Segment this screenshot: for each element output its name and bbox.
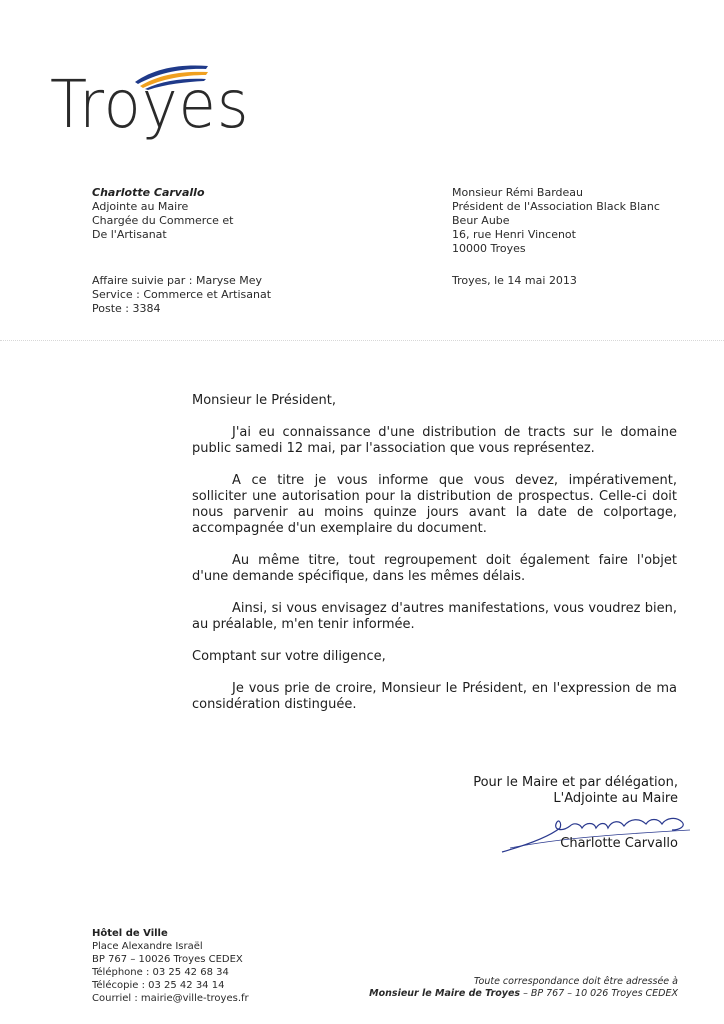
footer-notice-rest: – BP 767 – 10 026 Troyes CEDEX [520, 988, 678, 999]
footer-notice-line: Toute correspondance doit être adressée à [473, 976, 678, 987]
recipient-block [452, 186, 660, 256]
recipient-line: Président de l'Association Black Blanc [452, 200, 660, 213]
recipient-line: Beur Aube [452, 214, 510, 227]
signer-name: Charlotte Carvallo [560, 836, 678, 851]
footer-notice-address [360, 988, 678, 1000]
footer-line: Place Alexandre Israël [92, 941, 203, 952]
recipient-line: Monsieur Rémi Bardeau [452, 186, 584, 199]
footer-line: Télécopie : 03 25 42 34 14 [92, 980, 225, 991]
footer-title: Hôtel de Ville [92, 928, 168, 939]
paragraph: J'ai eu connaissance d'une distribution de tracts sur le domaine public samedi 12 mai, par l'association que vous représentez. [192, 425, 677, 456]
follow-up-block [92, 274, 271, 316]
recipient-line: 16, rue Henri Vincenot [452, 228, 576, 241]
paragraph: Comptant sur votre diligence, [192, 649, 386, 664]
letter-date: Troyes, le 14 mai 2013 [452, 274, 577, 287]
footer-line: Courriel : mairie@ville-troyes.fr [92, 993, 249, 1004]
follow-up-line: Affaire suivie par : Maryse Mey [92, 274, 263, 287]
signature-line: L'Adjointe au Maire [553, 791, 678, 806]
paragraph: Je vous prie de croire, Monsieur le Président, en l'expression de ma considération distinguée. [192, 681, 677, 712]
sender-block [92, 186, 233, 242]
sender-title: Chargée du Commerce et [92, 214, 234, 227]
paragraph: Au même titre, tout regroupement doit également faire l'objet d'une demande spécifique, dans les mêmes délais. [192, 553, 677, 584]
footer-line: Téléphone : 03 25 42 68 34 [92, 967, 229, 978]
footer-address [92, 927, 249, 1005]
sender-title: De l'Artisanat [92, 228, 167, 241]
salutation: Monsieur le Président, [192, 393, 337, 408]
sender-name: Charlotte Carvallo [92, 186, 205, 199]
follow-up-line: Service : Commerce et Artisanat [92, 288, 272, 301]
signature-line: Pour le Maire et par délégation, [473, 775, 678, 790]
footer-notice-bold: Monsieur le Maire de Troyes [369, 988, 521, 999]
paragraph: A ce titre je vous informe que vous devez, impérativement, solliciter une autorisation pour la distribution de prospectus. Celle-ci doit nous parvenir au moins quinze jours avant la date de colportage, accompagnée d'un exemplaire du document. [192, 473, 677, 536]
divider [0, 340, 724, 341]
troyes-logo: Troyes [50, 66, 250, 143]
recipient-line: 10000 Troyes [452, 242, 526, 255]
footer-notice [360, 976, 678, 1000]
footer-line: BP 767 – 10026 Troyes CEDEX [92, 954, 243, 965]
paragraph: Ainsi, si vous envisagez d'autres manifestations, vous voudrez bien, au préalable, m'en tenir informée. [192, 601, 677, 632]
follow-up-line: Poste : 3384 [92, 302, 161, 315]
letter-body [192, 393, 677, 729]
signature-block [440, 775, 678, 807]
sender-title: Adjointe au Maire [92, 200, 189, 213]
